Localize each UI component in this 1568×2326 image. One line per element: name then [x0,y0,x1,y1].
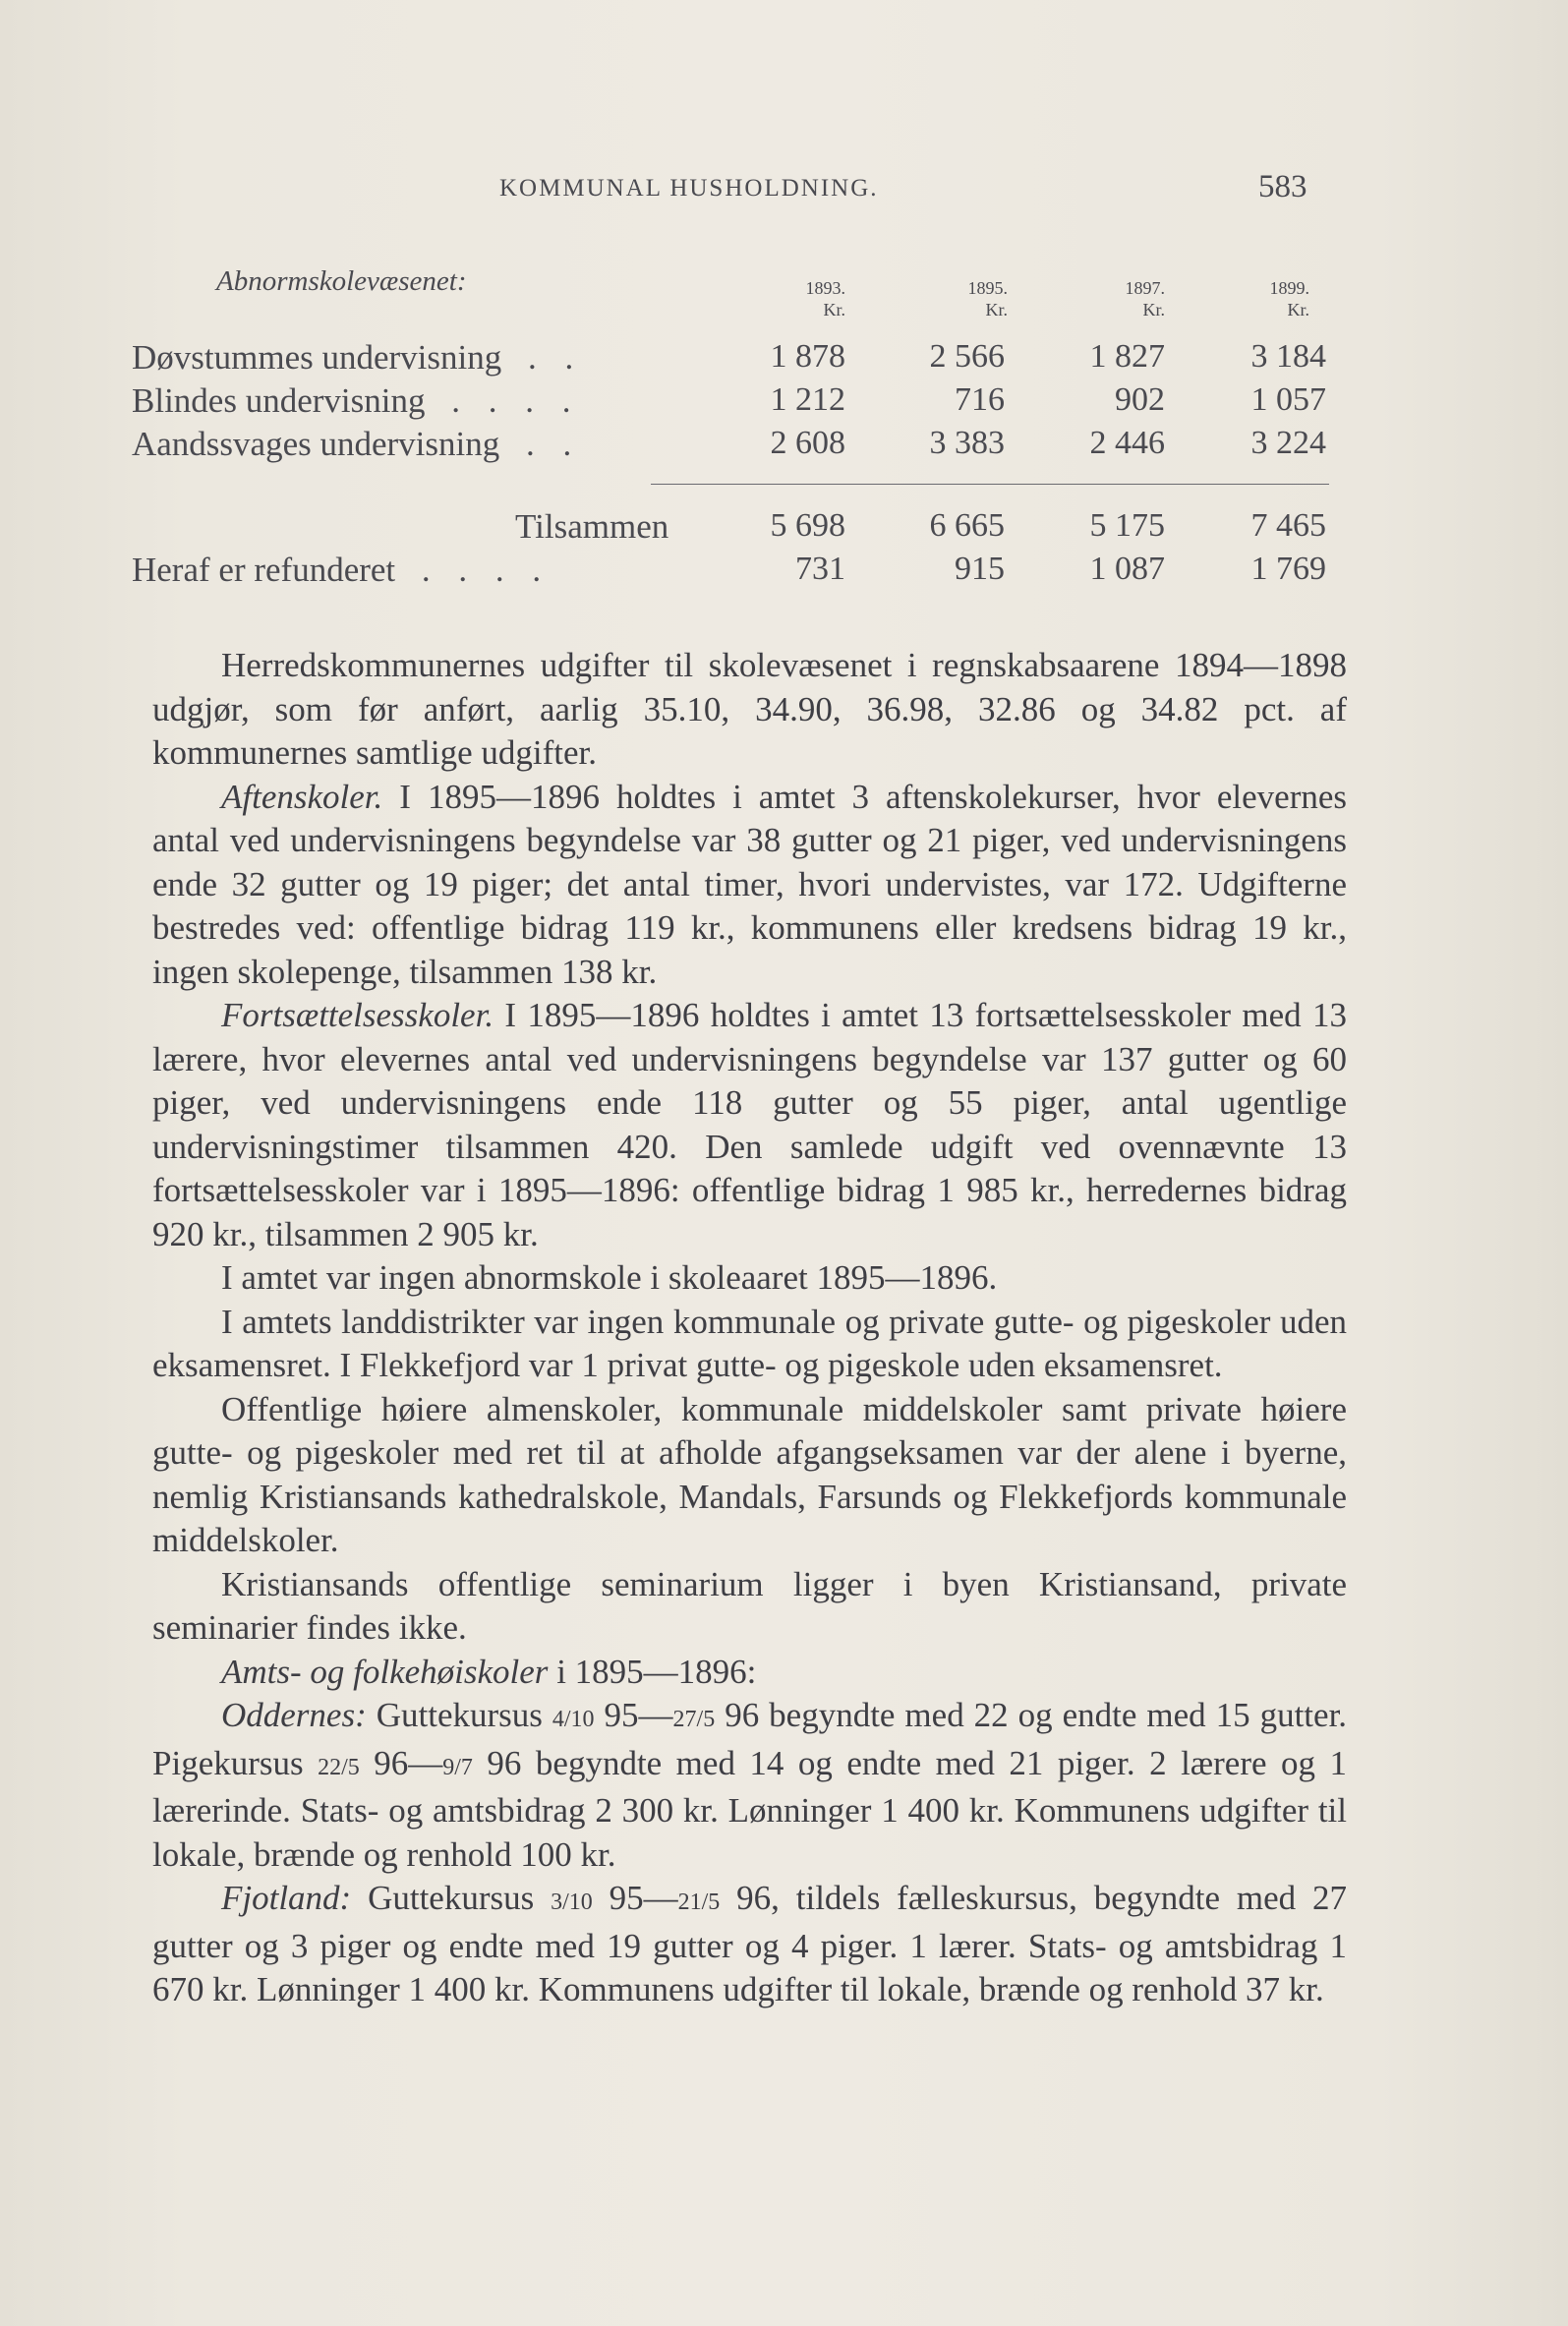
table-cell: 5 175 [1089,507,1165,544]
total-row [0,507,1568,551]
unit-label: Kr. [1287,300,1309,320]
year-header [1191,277,1309,320]
body-text [152,644,1347,2012]
paragraph: I amtet var ingen abnormskole i skoleaaret 1895—1896. [221,1258,998,1297]
table-cell: 2 446 [1089,425,1165,461]
table-cell: 1 087 [1089,551,1165,587]
table-cell: 5 698 [770,507,845,544]
page-header [0,169,1568,208]
table-cell: 2 566 [929,338,1005,375]
table-cell: 6 665 [929,507,1005,544]
paragraph [152,776,1347,995]
table-cell: 731 [795,551,845,587]
unit-label: Kr. [823,300,845,320]
table-cell: 902 [1115,381,1165,418]
running-head: KOMMUNAL HUSHOLDNING. [499,175,879,202]
table-cell: 1 057 [1250,381,1326,418]
year-label: 1899. [1269,278,1309,298]
fraction: 4/10 [552,1707,595,1732]
year-header [727,277,845,320]
table-cell: 3 224 [1250,425,1326,461]
year-label: 1895. [967,278,1008,298]
paragraph: Fjotland: Guttekursus 3/10 95—21/5 96, tildels fælleskursus, begyndte med 27 gutter og 3 piger og endte med 19 gutter og 4 piger. 1 lærer. Stats- og amtsbidrag 1 670 kr. Lønninger 1 400 kr. Kommunens udgifter til lokale, brænde og renhold 37 kr. [152,1879,1348,2008]
total-rule [651,484,1329,485]
refund-row [0,551,1568,594]
paragraph [152,994,1347,1256]
table-cell: 2 608 [770,425,845,461]
table-row [0,338,1568,381]
page-number: 583 [1258,169,1307,204]
paragraph-text: i 1895—1896: [556,1652,757,1691]
table-row [0,381,1568,425]
table-cell: 3 184 [1250,338,1326,375]
table-cell: 1 878 [770,338,845,375]
table-cell: 915 [955,551,1005,587]
fraction: 3/10 [551,1890,593,1915]
row-label: Blindes undervisning . . . . [132,381,581,420]
fraction: 21/5 [677,1890,721,1915]
paragraph: Oddernes: Guttekursus 4/10 95—27/5 96 begyndte med 22 og endte med 15 gutter. Pigekursus 22/5 96—9/7 96 begyndte med 14 og endte med 21 piger. 2 lærere og 1 lærerinde. Stats- og amtsbidrag 2 300 kr. Lønninger 1 400 kr. Kommunens udgifter til lokale, brænde og renhold 100 kr. [152,1696,1348,1874]
row-label: Heraf er refunderet . . . . [132,551,552,589]
table-cell: 1 769 [1250,551,1326,587]
year-label: 1897. [1125,278,1165,298]
table-cell: 716 [955,381,1005,418]
fraction: 9/7 [442,1754,473,1780]
paragraph: Herredskommunernes udgifter til skolevæsenet i regnskabsaarene 1894—1898 udgjør, som før anført, aarlig 35.10, 34.90, 36.98, 32.86 og 34.82 pct. af kommunernes samtlige udgifter. [152,646,1347,772]
paragraph-lead: Aftenskoler. [221,777,383,816]
fraction: 22/5 [318,1754,360,1780]
paragraph-lead: Fjotland: [221,1879,352,1917]
paragraph-lead: Fortsættelsesskoler. [221,996,494,1034]
unit-label: Kr. [985,300,1008,320]
table-cell: 1 827 [1089,338,1165,375]
paragraph [152,1651,1347,1695]
paragraph: Kristiansands offentlige seminarium ligger i byen Kristiansand, private seminarier findes ikke. [152,1564,1347,1647]
paragraph: Offentlige høiere almenskoler, kommunale middelskoler samt private høiere gutte- og pigeskoler med ret til at afholde afgangseksamen var der alene i byerne, nemlig Kristiansands kathedralskole, Mandals, Farsunds og Flekkefjords kommunale middelskoler. [152,1389,1347,1559]
paragraph-lead: Oddernes: [221,1696,367,1734]
paragraph-text: I 1895—1896 holdtes i amtet 3 aftenskolekurser, hvor elevernes antal ved undervisningens begyndelse var 38 gutter og 21 piger, ved undervisningens ende 32 gutter og 19 piger; det antal timer, hvori undervistes, var 172. Udgifterne bestredes ved: offentlige bidrag 119 kr., kommunens eller kredsens bidrag 19 kr., ingen skolepenge, tilsammen 138 kr. [152,777,1347,991]
paragraph: I amtets landdistrikter var ingen kommunale og private gutte- og pigeskoler uden eksamensret. I Flekkefjord var 1 privat gutte- og pigeskole uden eksamensret. [152,1302,1347,1384]
row-label: Aandssvages undervisning . . [132,425,582,463]
fraction: 27/5 [672,1707,716,1732]
total-label: Tilsammen [515,507,669,546]
table-row [0,425,1568,468]
row-label: Døvstummes undervisning . . [132,338,584,377]
year-header [890,277,1008,320]
year-label: 1893. [805,278,845,298]
table-cell: 7 465 [1250,507,1326,544]
paragraph-text: I 1895—1896 holdtes i amtet 13 fortsættelsesskoler med 13 lærere, hvor elevernes antal ved undervisningens begyndelse var 137 gutter og 60 piger, ved undervisningens ende 118 gutter og 55 piger, antal ugentlige undervisningstimer tilsammen 420. Den samlede udgift ved ovennævnte 13 fortsættelsesskoler var i 1895—1896: offentlige bidrag 1 985 kr., herredernes bidrag 920 kr., tilsammen 2 905 kr. [152,996,1347,1253]
table-caption: Abnormskolevæsenet: [216,265,467,297]
table-cell: 3 383 [929,425,1005,461]
unit-label: Kr. [1142,300,1165,320]
year-header [1047,277,1165,320]
table-cell: 1 212 [770,381,845,418]
paragraph-lead: Amts- og folkehøiskoler [221,1652,549,1691]
